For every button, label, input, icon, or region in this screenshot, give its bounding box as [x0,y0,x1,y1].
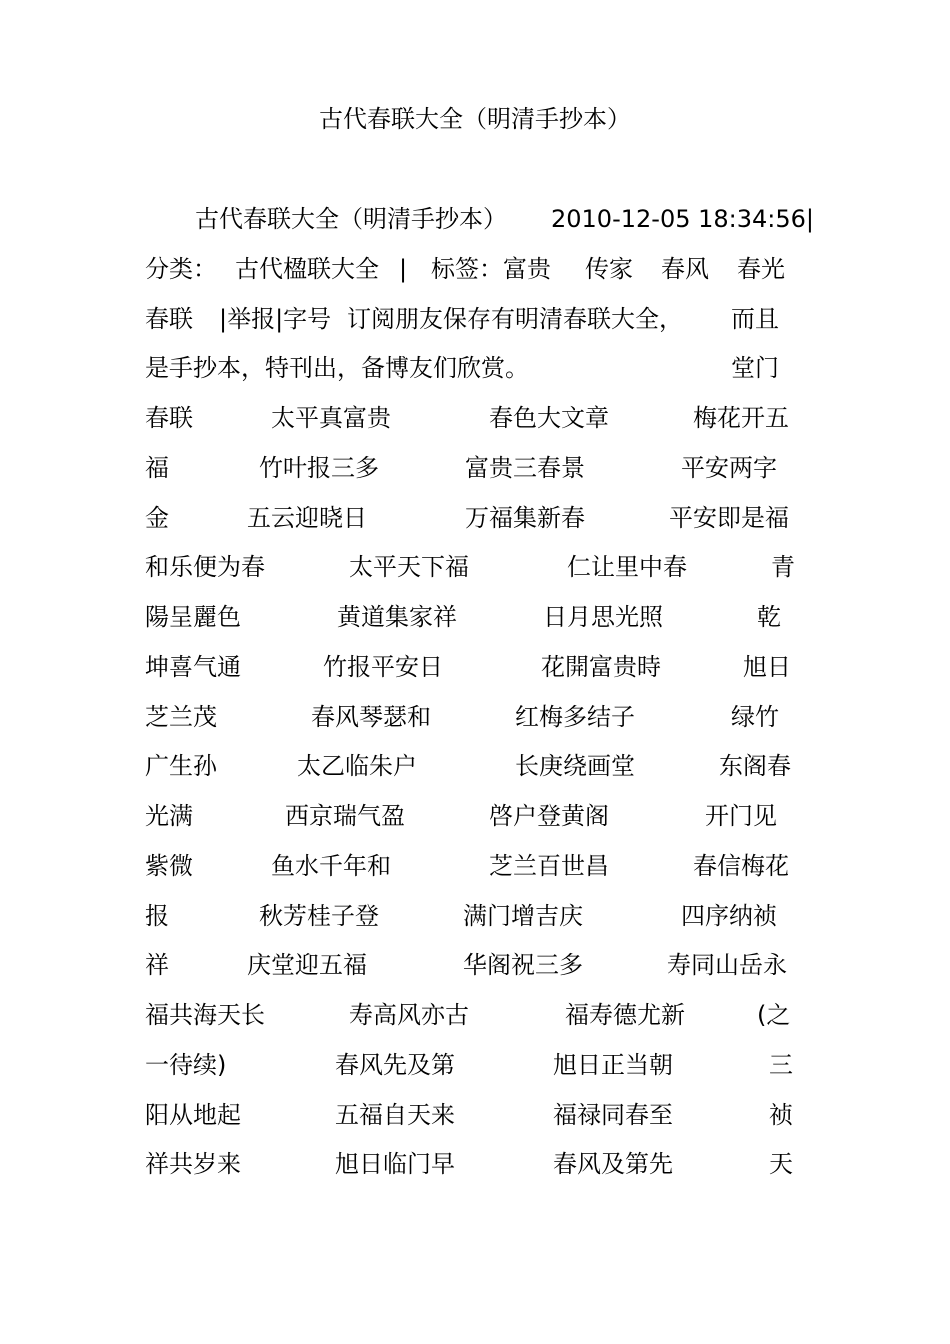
text-segment: 华阁祝三多 [463,951,583,980]
text-segment: 和乐便为春 [145,553,265,582]
text-segment: 满门增吉庆 [463,901,583,930]
text-segment: 传家 [585,254,633,283]
text-segment: 春风 [661,254,709,283]
text-segment: 春联 [145,404,193,432]
text-segment: 日月思光照 [543,603,663,631]
text-segment: 陽呈麗色 [145,603,241,631]
text-line [145,448,795,498]
text-segment: 紫微 [145,851,193,880]
text-segment: 富贵三春景 [465,453,585,482]
text-segment: 春光 [737,254,785,283]
text-segment: 春联 [145,304,193,333]
text-segment: 福禄同春至 [553,1100,673,1129]
text-line [145,498,795,548]
text-segment: 春风先及第 [335,1050,455,1079]
text-segment: 仁让里中春 [567,553,687,582]
text-segment: 旭日临门早 [335,1150,455,1179]
text-segment: 祯 [769,1100,793,1129]
text-line [145,945,795,995]
text-line [145,348,795,398]
text-segment: 芝兰百世昌 [489,851,609,880]
text-line [145,746,795,796]
text-line [145,995,795,1045]
text-segment: 庆堂迎五福 [247,951,367,980]
text-segment: 堂门 [731,354,779,383]
text-segment: 标签：富贵 [431,254,551,283]
text-segment: 广生孙 [145,752,217,781]
text-segment: 旭日正当朝 [553,1050,673,1079]
text-segment: 太平真富贵 [271,404,391,432]
text-segment: 祥 [145,951,169,980]
text-segment: 天 [769,1150,793,1179]
text-segment: 秋芳桂子登 [259,901,379,930]
text-segment: 报 [145,901,169,930]
text-segment: 福共海天长 [145,1001,265,1029]
text-segment: 春风及第先 [553,1150,673,1179]
text-segment: 春色大文章 [489,404,609,432]
text-segment: 花開富贵時 [541,652,661,681]
text-line [145,547,795,597]
text-segment: 太平天下福 [349,553,469,582]
text-line [145,199,814,249]
text-segment: 分类： [145,254,217,283]
text-segment: 西京瑞气盈 [285,802,405,830]
text-segment: 开门见 [705,802,777,830]
text-segment: 金 [145,503,169,532]
text-segment: 2010-12-05 18:34:56| [551,205,814,233]
text-line [145,299,795,349]
document-title: 古代春联大全（明清手抄本） [319,105,631,133]
text-segment: 万福集新春 [465,503,585,532]
text-segment: 三 [769,1050,793,1079]
text-segment: 春风琴瑟和 [311,702,431,731]
text-segment: 芝兰茂 [145,702,217,731]
text-segment: 啓户登黄阁 [489,802,609,830]
text-segment: 福 [145,453,169,482]
text-line [145,647,795,697]
text-line [145,697,795,747]
text-segment: 青 [771,553,795,582]
text-segment: 光满 [145,802,193,830]
text-segment: 长庚绕画堂 [515,752,635,781]
text-segment: 一待续) [145,1050,227,1079]
text-segment: 坤喜气通 [145,652,241,681]
text-segment: 乾 [757,603,781,631]
text-segment: 福寿德尤新 [565,1001,685,1029]
text-segment: |举报|字号 [219,304,332,333]
text-segment: 绿竹 [731,702,779,731]
text-segment: 而且 [731,304,779,333]
text-line [145,398,795,448]
text-segment: 平安即是福 [669,503,789,532]
text-segment: 四序纳祯 [681,901,777,930]
text-line [145,896,795,946]
text-segment: 竹报平安日 [323,652,443,681]
text-line [145,249,795,299]
document-body [145,199,814,1194]
text-segment: 五福自天来 [335,1100,455,1129]
text-segment: 太乙临朱户 [297,752,417,781]
text-segment: 是手抄本，特刊出，备博友们欣赏。 [145,354,529,383]
text-segment: | [399,254,408,283]
text-segment: 寿同山岳永 [667,951,787,980]
text-segment: 竹叶报三多 [259,453,379,482]
text-segment: 旭日 [743,652,791,681]
text-line [145,846,795,896]
text-segment: 祥共岁来 [145,1150,241,1179]
text-segment: 红梅多结子 [515,702,635,731]
text-line [145,1045,795,1095]
text-segment: 古代春联大全（明清手抄本） [195,205,507,233]
text-segment: 五云迎晓日 [247,503,367,532]
text-line [145,1144,795,1194]
text-segment: 黄道集家祥 [337,603,457,631]
text-segment: 寿高风亦古 [349,1001,469,1029]
text-segment: 东阁春 [719,752,791,781]
text-segment: 平安两字 [681,453,777,482]
text-segment: 梅花开五 [693,404,789,432]
text-segment: (之 [757,1001,791,1029]
text-segment: 订阅朋友保存有明清春联大全， [347,304,683,333]
text-segment: 春信梅花 [693,851,789,880]
text-segment: 阳从地起 [145,1100,241,1129]
text-line [145,1095,795,1145]
text-segment: 鱼水千年和 [271,851,391,880]
text-line [145,597,795,647]
text-segment: 古代楹联大全 [235,254,379,283]
text-line [145,796,795,846]
